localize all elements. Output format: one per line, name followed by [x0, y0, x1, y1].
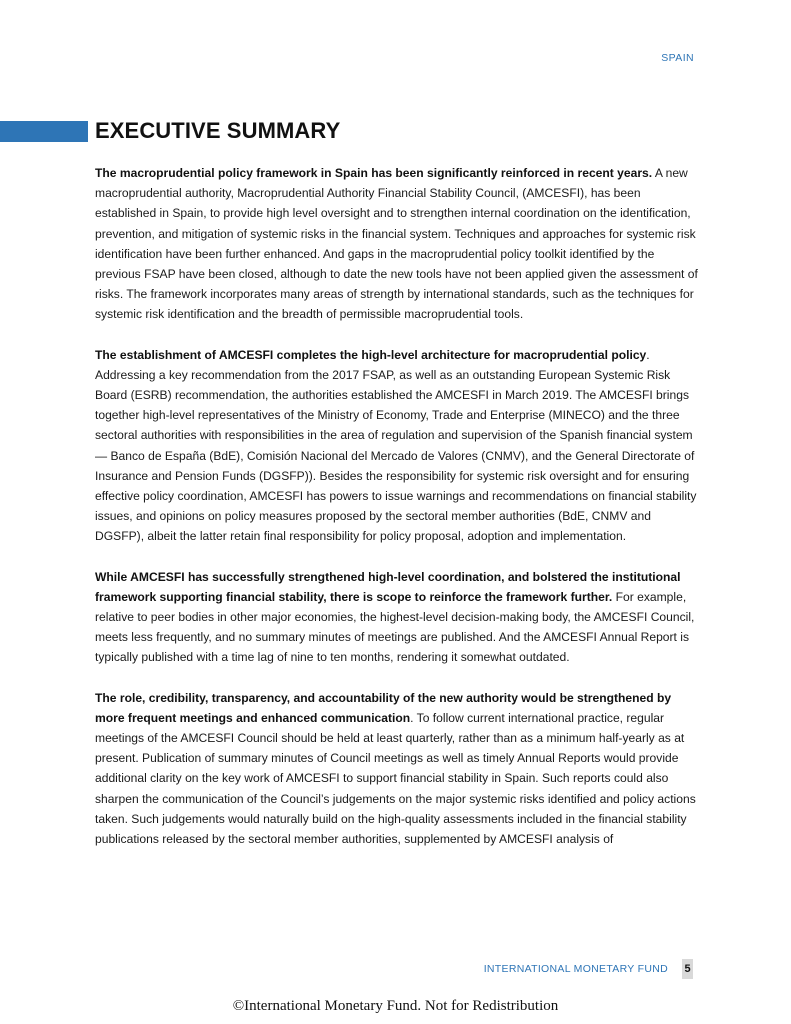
- paragraph-1: [95, 163, 699, 325]
- copyright-notice: ©International Monetary Fund. Not for Redistribution: [232, 998, 559, 1014]
- paragraph-2-lead: The establishment of AMCESFI completes the high-level architecture for macroprudential policy: [95, 347, 647, 362]
- paragraph-1-lead: The macroprudential policy framework in Spain has been significantly reinforced in recent years.: [95, 166, 653, 180]
- paragraph-3-body: For example, relative to peer bodies in other major economies, the highest-level decision-making body, the AMCESFI Council, meets less frequently, and no summary minutes of meetings are published. And the AMCESFI Annual Report is typically published with a time lag of nine to ten months, rendering it somewhat outdated.: [95, 589, 695, 665]
- paragraph-4-body: . To follow current international practice, regular meetings of the AMCESFI Council should be held at least quarterly, rather than as a minimum half-yearly as at present. Publication of summary minutes of Council meetings as well as timely Annual Reports would provide additional clarity on the key work of AMCESFI to support financial stability in Spain. Such reports could also sharpen the communication of the Council’s judgements on the major systemic risks identified and policy actions taken. Such judgements would naturally build on the high-quality assessments included in the financial stability publications released by the sectoral member authorities, supplemented by AMCESFI analysis of: [95, 710, 696, 847]
- page-title: EXECUTIVE SUMMARY: [95, 118, 341, 143]
- running-header-country: SPAIN: [661, 52, 694, 64]
- running-footer-organization: INTERNATIONAL MONETARY FUND: [483, 963, 668, 975]
- paragraph-2-body: . Addressing a key recommendation from the 2017 FSAP, as well as an outstanding European Systemic Risk Board (ESRB) recommendation, the authorities established the AMCESFI in March 2019. The AMCESFI brings together high-level representatives of the Ministry of Economy, Trade and Enterprise (MINECO) and the three sectoral authorities with responsibilities in the area of regulation and supervision of the Spanish financial system — Banco de España (BdE), Comisión Nacional del Mercado de Valores (CNMV), and the General Directorate of Insurance and Pension Funds (DGSFP)). Besides the responsibility for systemic risk oversight and for ensuring effective policy coordination, AMCESFI has powers to issue warnings and recommendations on financial stability issues, and opinions on policy measures proposed by the sectoral member authorities (BdE, CNMV and DGSFP), albeit the latter retain final responsibility for policy proposal, adoption and implementation.: [95, 347, 697, 544]
- paragraph-3-lead: While AMCESFI has successfully strengthened high-level coordination, and bolstered the institutional framework supporting financial stability, there is scope to reinforce the framework further.: [95, 569, 681, 604]
- paragraph-2: [95, 345, 699, 547]
- paragraph-4: [95, 688, 699, 850]
- section-accent-bar: [0, 121, 88, 142]
- paragraph-3: [95, 567, 699, 668]
- document-body: [95, 163, 699, 869]
- paragraph-4-lead: The role, credibility, transparency, and accountability of the new authority would be strengthened by more frequent meetings and enhanced communication: [95, 690, 672, 725]
- page-number: 5: [682, 959, 693, 979]
- paragraph-1-body: A new macroprudential authority, Macroprudential Authority Financial Stability Council, (AMCESFI), has been established in Spain, to provide high level oversight and to strengthen internal coordination on the identification, prevention, and mitigation of systemic risks in the financial system. Techniques and approaches for systemic risk identification have been further enhanced. And gaps in the macroprudential policy toolkit identified by the previous FSAP have been closed, although to date the new tools have not been applied given the assessment of risks. The framework incorporates many areas of strength by international standards, such as the techniques for systemic risk identification and the breadth of permissible macroprudential tools.: [95, 166, 698, 322]
